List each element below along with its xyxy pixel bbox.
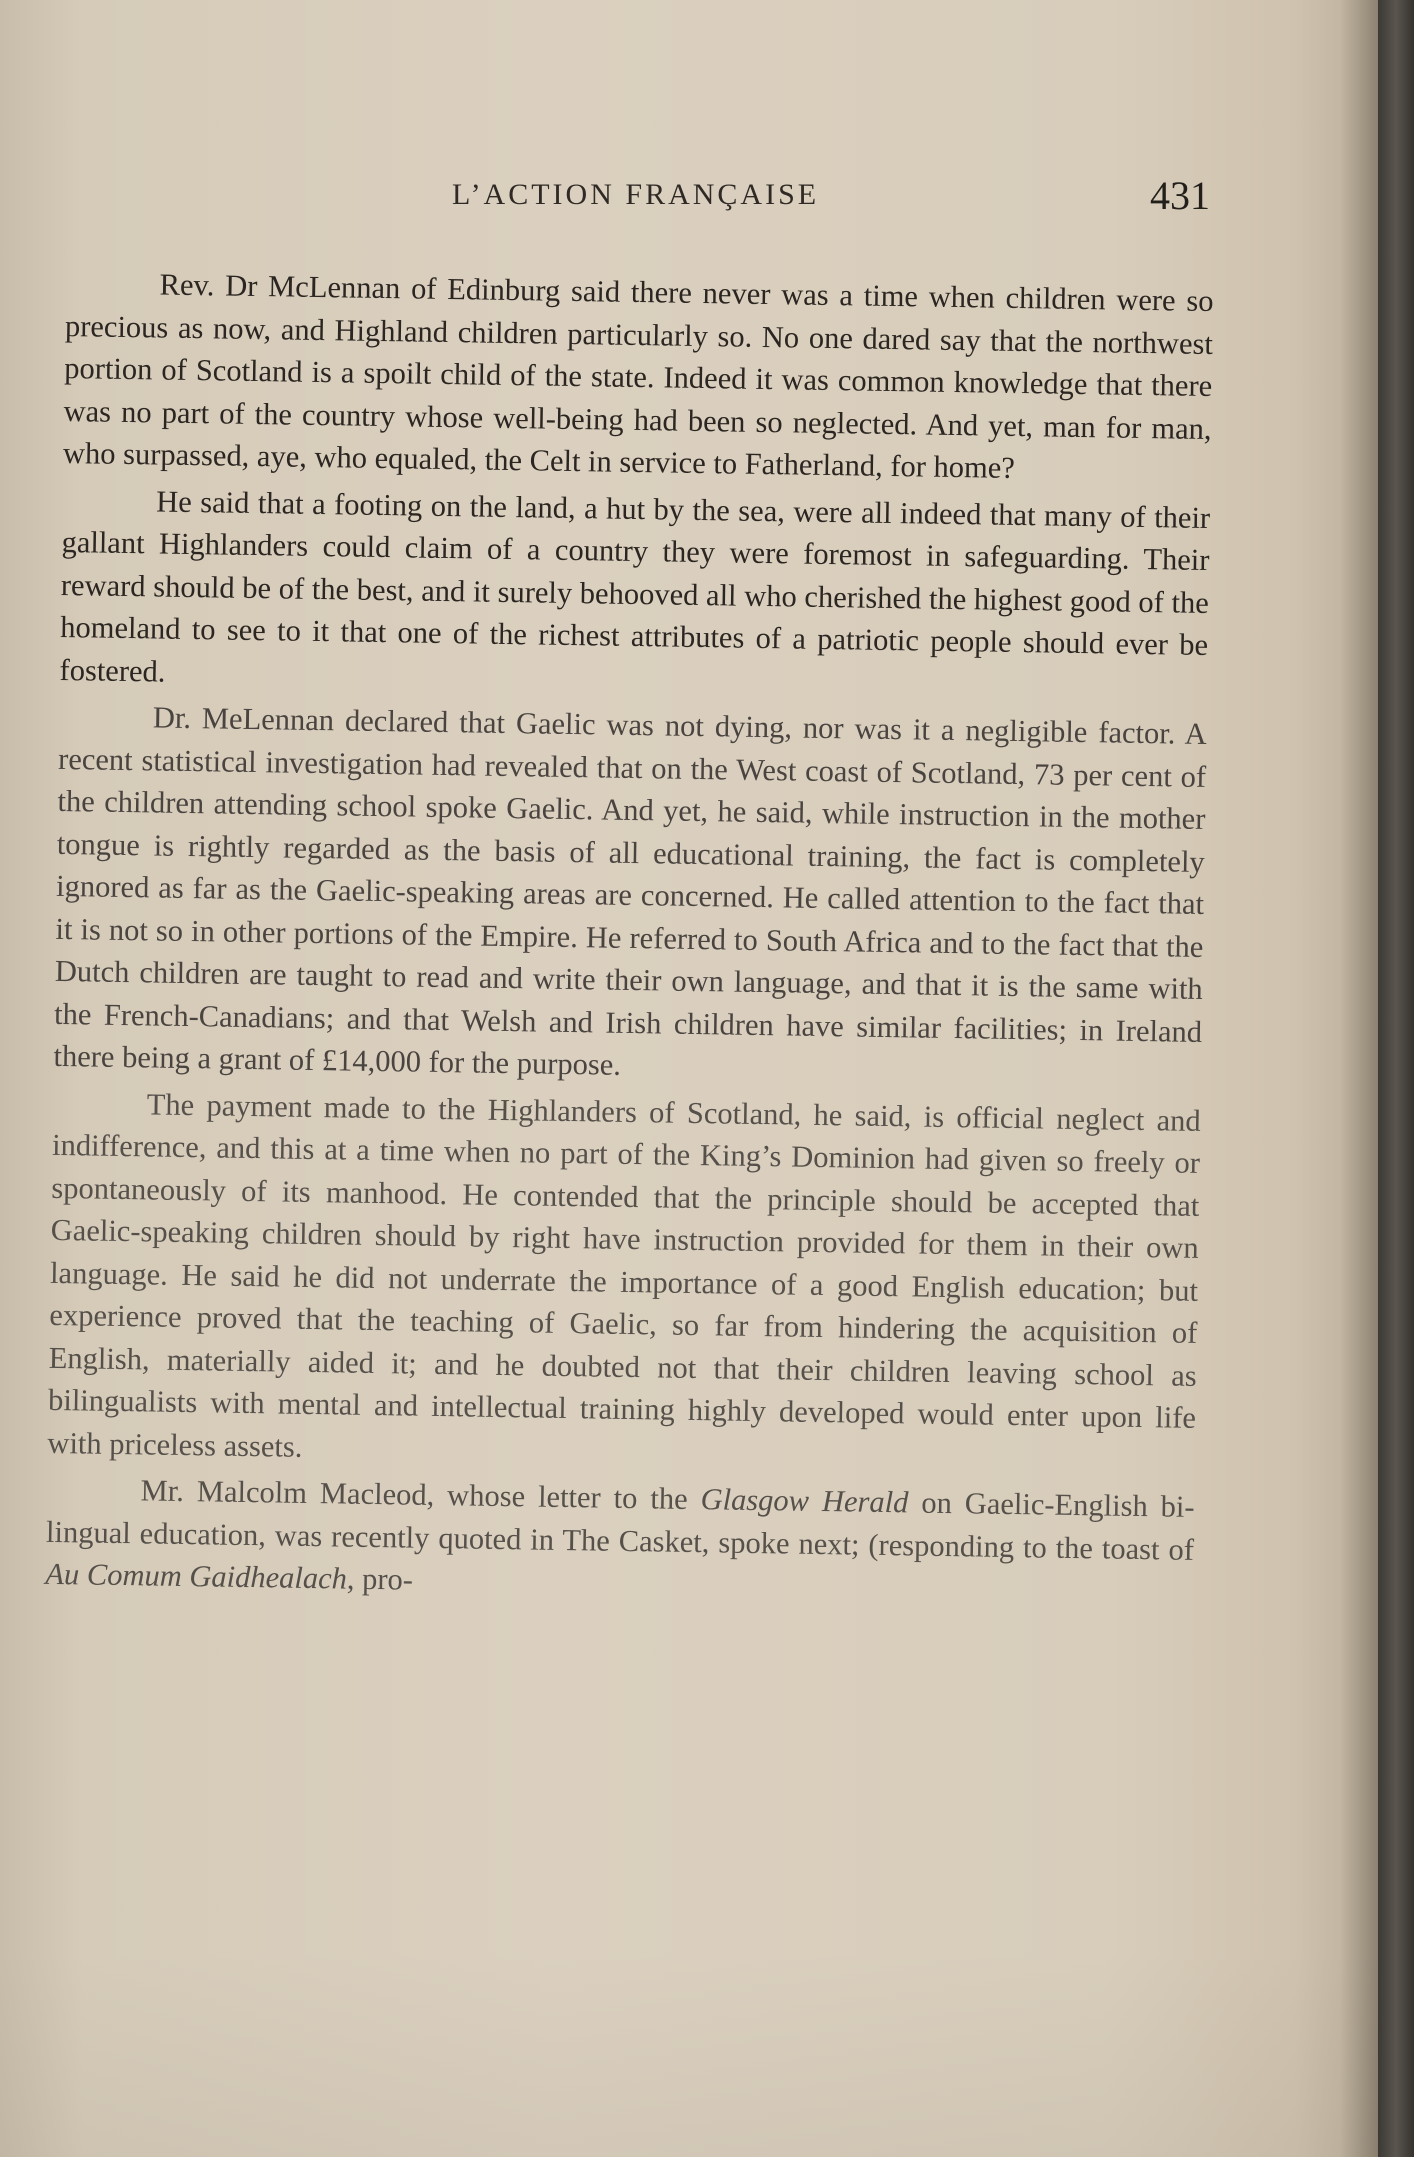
- paragraph-5-text-b: on Gaelic-English bi-lingual education, was recently quoted in The Casket, spoke next; (responding to the toast of: [45, 1485, 1195, 1567]
- book-edge: [1378, 0, 1414, 2157]
- paragraph-5-text-c: , pro-: [346, 1561, 414, 1597]
- paragraph-5-text-a: Mr. Malcolm Macleod, whose letter to the: [140, 1473, 701, 1517]
- gutter-shadow: [1340, 0, 1378, 2157]
- paragraph-5: [45, 1468, 1195, 1614]
- page-bottom-shade: [0, 1950, 1378, 2157]
- body-text: [45, 262, 1214, 1617]
- paragraph-4: The payment made to the Highlanders of Scotland, he said, is official neglect and indifference, and this at a time when no part of the King’s Dominion had given so freely or spontaneously of its manhood. He contended that the principle should be accepted that Gaelic-speaking children should by right have instruction provided for them in their own language. He said he did not underrate the importance of a good English education; but experience proved that the teaching of Gaelic, so far from hindering the acquisition of English, materially aided it; and he doubted not that their children leaving school as bilingualists with mental and intellectual training highly developed would enter upon life with priceless assets.: [47, 1086, 1201, 1464]
- paragraph-2: He said that a footing on the land, a hut by the sea, were all indeed that many of their gallant Highlanders could claim of a country they were foremost in safeguarding. Their reward should be of the best, and it surely behooved all who cherished the highest good of the homeland to see to it that one of the richest attributes of a patriotic people should ever be fostered.: [59, 483, 1211, 689]
- paragraph-3: Dr. MeLennan declared that Gaelic was not dying, nor was it a negligible factor. A recent statistical investigation had revealed that on the West coast of Scotland, 73 per cent of the children attending school spoke Gaelic. And yet, he said, while instruction in the mother tongue is rightly regarded as the basis of all educational training, the fact is completely ignored as far as the Gaelic-speaking areas are concerned. He called attention to the fact that it is not so in other portions of the Empire. He referred to South Africa and to the fact that the Dutch children are taught to read and write their own language, and that it is the same with the French-Canadians; and that Welsh and Irish children have similar facilities; in Ireland there being a grant of £14,000 for the purpose.: [53, 700, 1207, 1082]
- newspaper-title: Glasgow Herald: [700, 1482, 909, 1520]
- paragraph-1: Rev. Dr McLennan of Edinburg said there never was a time when children were so precious as now, and Highland children particularly so. No one dared say that the northwest portion of Scotland is a spoilt child of the state. Indeed it was common knowledge that there was no part of the country whose well-being had been so neglected. And yet, man for man, who surpassed, aye, who equaled, the Celt in service to Fatherland, for home?: [62, 267, 1214, 485]
- page-number: 431: [1150, 173, 1210, 218]
- page-header: [0, 172, 1260, 242]
- society-name: Au Comum Gaidhealach: [45, 1556, 348, 1596]
- running-head: L’ACTION FRANÇAISE: [452, 178, 820, 211]
